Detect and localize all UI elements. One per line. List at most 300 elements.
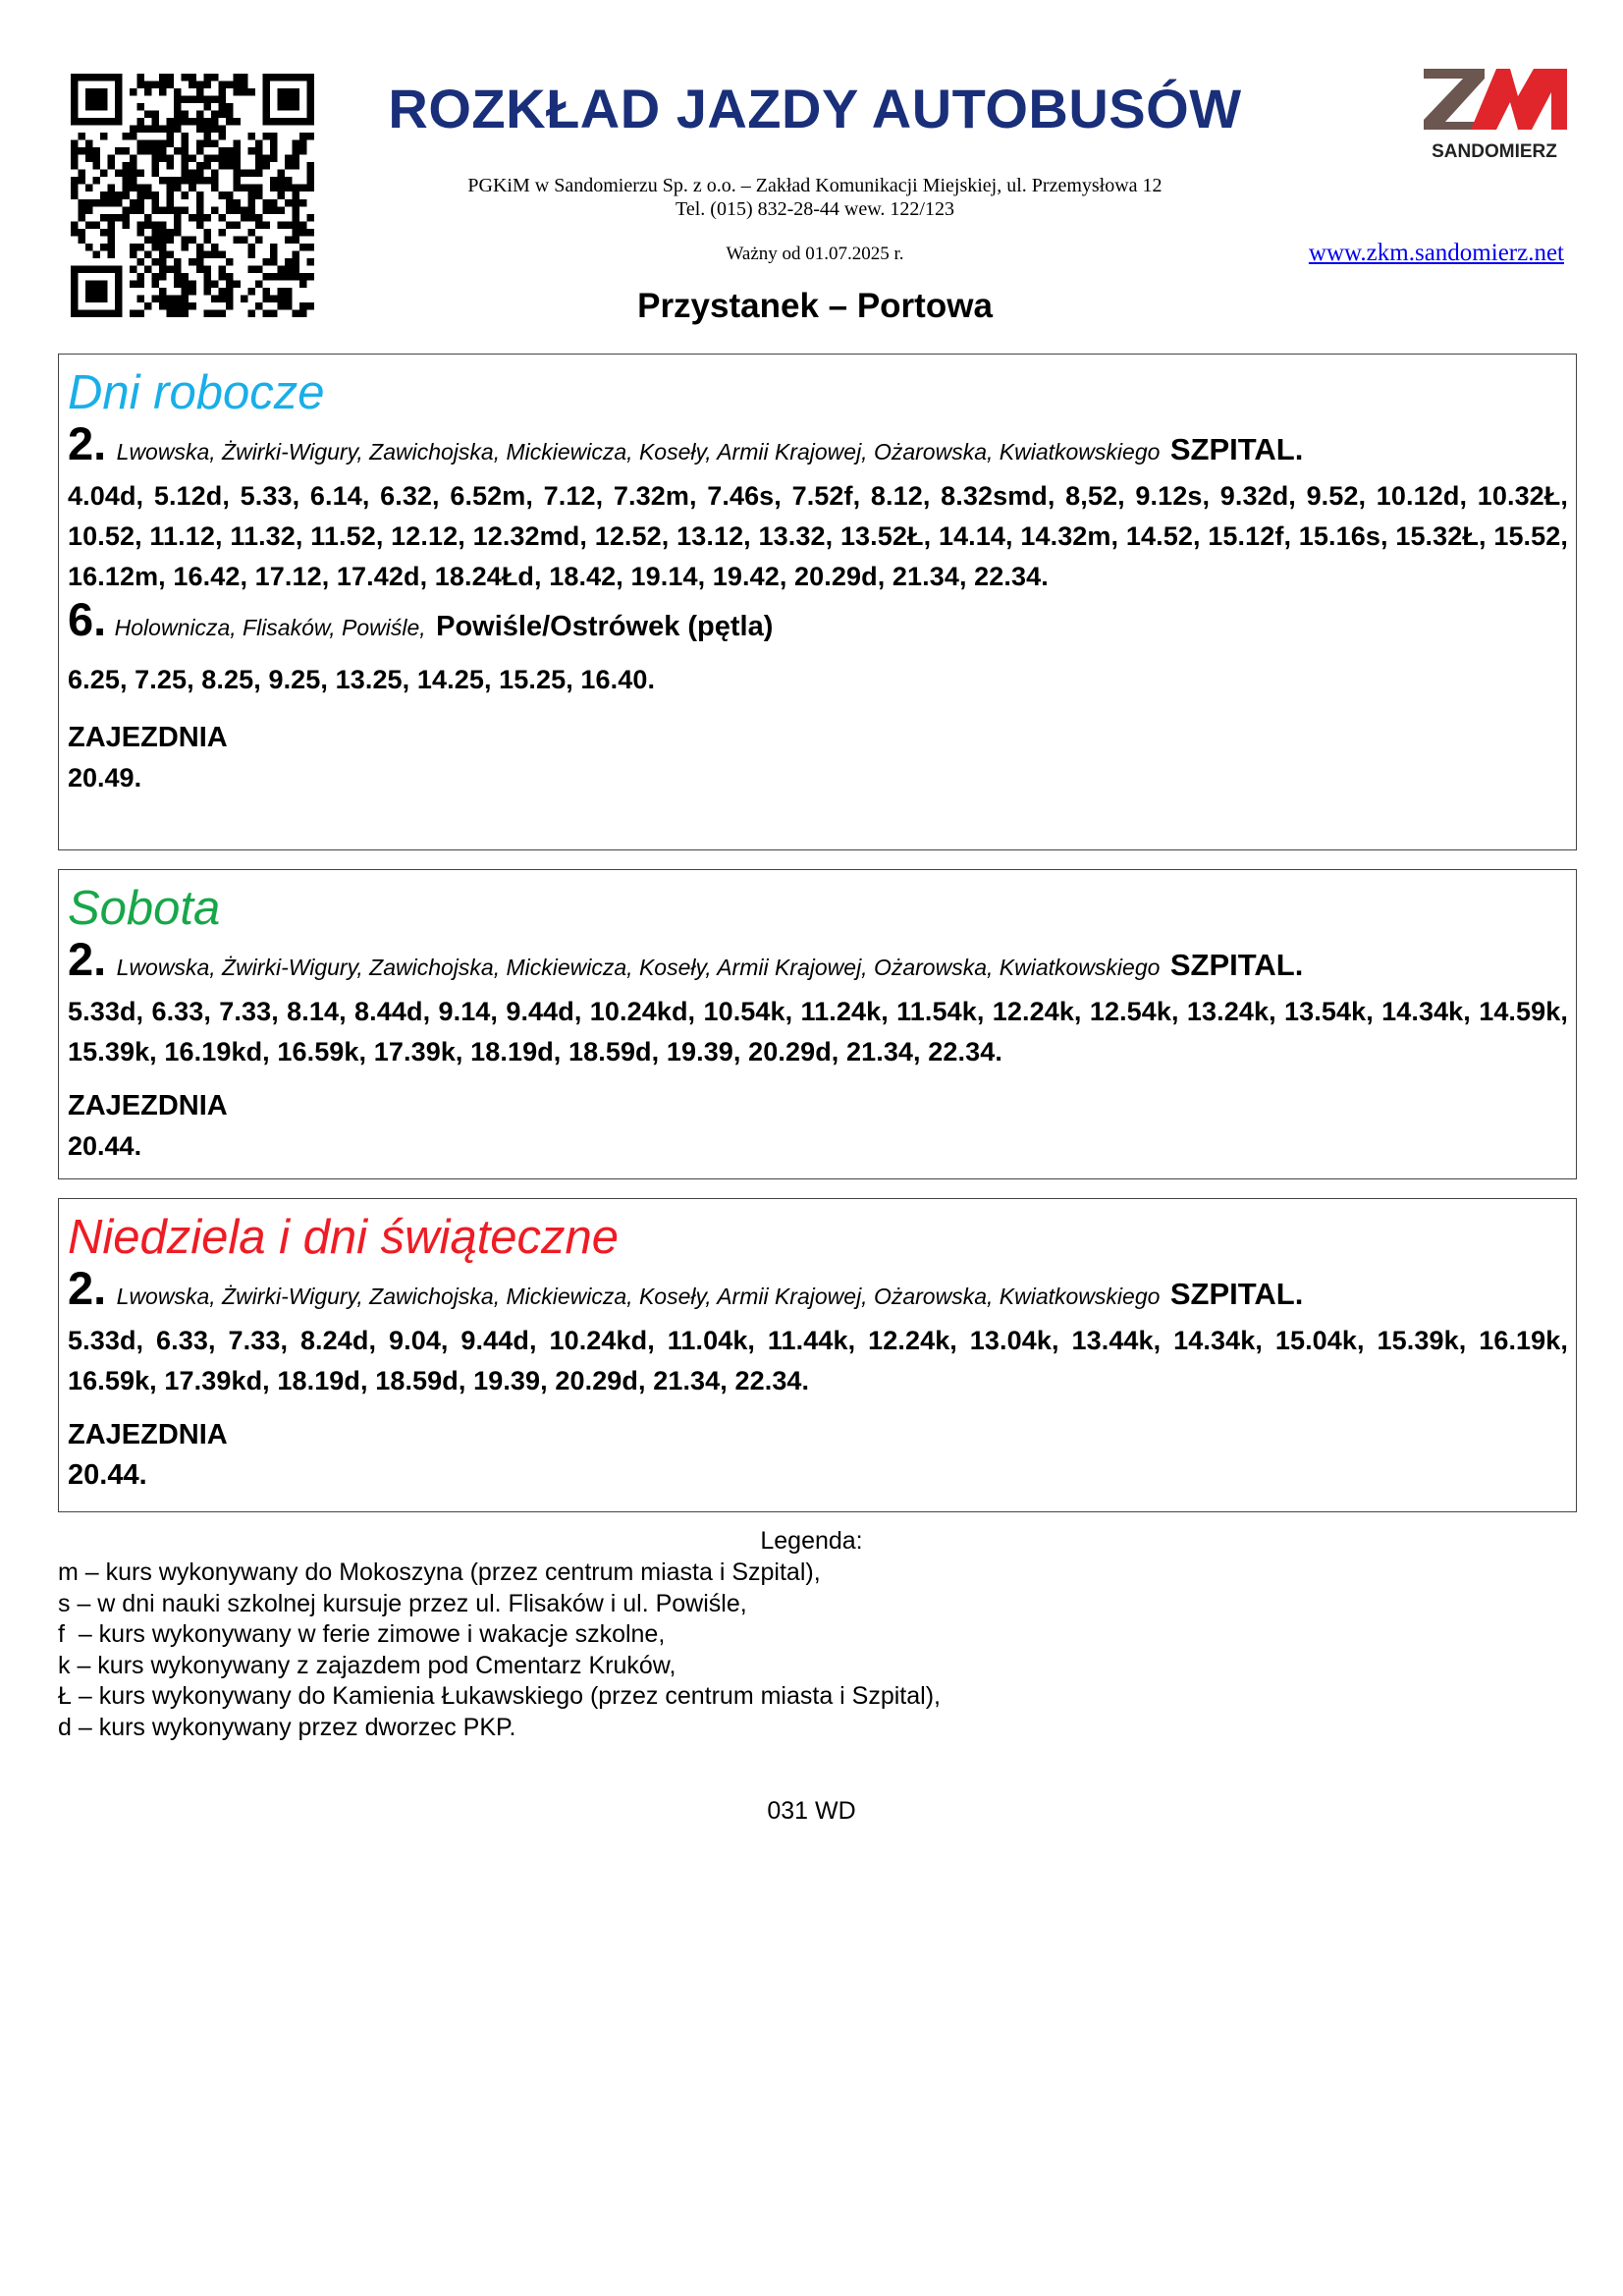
qr-module: [270, 295, 278, 302]
qr-module: [174, 273, 182, 281]
qr-module: [182, 244, 189, 251]
qr-module: [137, 103, 145, 111]
qr-module: [115, 191, 123, 199]
legend-item: s – w dni nauki szkolnej kursuje przez ul. Flisaków i ul. Powiśle,: [58, 1589, 747, 1617]
qr-module: [167, 185, 175, 192]
qr-module: [255, 221, 263, 229]
qr-module: [108, 221, 116, 229]
qr-module: [196, 206, 204, 214]
qr-module: [167, 250, 175, 258]
line-number: 2.: [68, 1262, 107, 1314]
qr-module: [137, 199, 145, 207]
qr-module: [93, 162, 101, 170]
qr-module: [85, 221, 93, 229]
qr-module: [247, 288, 255, 296]
qr-module: [211, 177, 219, 185]
line-number: 6.: [68, 593, 107, 645]
qr-module: [85, 280, 108, 302]
qr-module: [189, 302, 196, 310]
qr-module: [159, 236, 167, 244]
qr-module: [167, 74, 175, 82]
depot-label: ZAJEZDNIA: [68, 1090, 228, 1121]
line-route: Lwowska, Żwirki-Wigury, Zawichojska, Mickiewicza, Koseły, Armii Krajowej, Ożarowska, Kwiatkowskiego: [116, 439, 1161, 465]
qr-module: [211, 111, 219, 119]
qr-module: [130, 244, 137, 251]
qr-module: [226, 191, 234, 199]
qr-module: [137, 185, 145, 192]
qr-module: [292, 185, 299, 192]
qr-module: [137, 258, 145, 266]
qr-module: [218, 229, 226, 237]
qr-module: [285, 273, 293, 281]
qr-module: [137, 82, 145, 89]
qr-module: [211, 309, 219, 317]
qr-module: [306, 244, 314, 251]
qr-module: [79, 133, 86, 140]
qr-module: [255, 147, 263, 155]
qr-module: [292, 214, 299, 222]
qr-module: [233, 118, 241, 126]
qr-module: [277, 177, 285, 185]
qr-module: [108, 236, 116, 244]
qr-module: [241, 88, 248, 96]
qr-module: [130, 88, 137, 96]
qr-module: [299, 280, 307, 288]
qr-module: [137, 140, 145, 148]
qr-module: [174, 88, 182, 96]
qr-module: [277, 273, 285, 281]
qr-module: [196, 88, 204, 96]
qr-module: [196, 111, 204, 119]
qr-module: [247, 191, 255, 199]
qr-module: [306, 273, 314, 281]
qr-module: [71, 140, 79, 148]
qr-module: [306, 258, 314, 266]
qr-module: [144, 82, 152, 89]
qr-module: [137, 309, 145, 317]
qr-module: [137, 74, 145, 82]
qr-module: [218, 214, 226, 222]
qr-module: [196, 96, 204, 104]
qr-module: [167, 265, 175, 273]
qr-module: [285, 295, 293, 302]
qr-module: [285, 185, 293, 192]
qr-module: [196, 126, 204, 134]
qr-module: [182, 155, 189, 163]
qr-module: [100, 244, 108, 251]
qr-module: [152, 82, 160, 89]
qr-module: [100, 133, 108, 140]
qr-module: [226, 258, 234, 266]
qr-module: [292, 258, 299, 266]
qr-module: [299, 140, 307, 148]
qr-module: [130, 177, 137, 185]
qr-module: [218, 96, 226, 104]
qr-module: [144, 88, 152, 96]
qr-module: [196, 162, 204, 170]
qr-module: [285, 221, 293, 229]
qr-module: [233, 170, 241, 178]
qr-module: [137, 244, 145, 251]
qr-module: [255, 162, 263, 170]
qr-module: [189, 185, 196, 192]
legend-item: k – kurs wykonywany z zajazdem pod Cmentarz Kruków,: [58, 1651, 676, 1679]
qr-module: [182, 288, 189, 296]
qr-module: [203, 250, 211, 258]
qr-module: [203, 288, 211, 296]
qr-module: [152, 236, 160, 244]
qr-module: [203, 118, 211, 126]
qr-module: [306, 302, 314, 310]
qr-module: [159, 82, 167, 89]
qr-module: [226, 295, 234, 302]
qr-module: [144, 302, 152, 310]
qr-module: [79, 236, 86, 244]
qr-module: [247, 170, 255, 178]
valid-from: Ważny od 01.07.2025 r.: [726, 244, 904, 264]
qr-module: [262, 199, 270, 207]
qr-module: [247, 206, 255, 214]
qr-module: [262, 206, 270, 214]
qr-module: [277, 265, 285, 273]
qr-module: [233, 88, 241, 96]
qr-module: [226, 162, 234, 170]
qr-module: [159, 221, 167, 229]
qr-module: [71, 155, 79, 163]
qr-module: [182, 162, 189, 170]
qr-module: [203, 162, 211, 170]
qr-module: [137, 295, 145, 302]
qr-module: [203, 74, 211, 82]
qr-module: [196, 82, 204, 89]
qr-module: [189, 288, 196, 296]
qr-module: [255, 185, 263, 192]
qr-module: [226, 206, 234, 214]
qr-module: [189, 236, 196, 244]
line-destination: SZPITAL.: [1169, 1277, 1304, 1311]
qr-module: [203, 103, 211, 111]
qr-module: [299, 185, 307, 192]
qr-module: [108, 155, 116, 163]
qr-module: [306, 185, 314, 192]
qr-module: [241, 74, 248, 82]
qr-module: [174, 96, 182, 104]
qr-module: [115, 214, 123, 222]
qr-module: [79, 177, 86, 185]
qr-module: [218, 155, 226, 163]
qr-module: [218, 126, 226, 134]
qr-module: [123, 206, 131, 214]
qr-module: [123, 170, 131, 178]
qr-module: [226, 302, 234, 310]
qr-module: [108, 162, 116, 170]
qr-module: [152, 295, 160, 302]
qr-module: [152, 273, 160, 281]
qr-module: [174, 280, 182, 288]
qr-module: [285, 302, 293, 310]
qr-module: [130, 170, 137, 178]
qr-module: [167, 206, 175, 214]
qr-module: [292, 229, 299, 237]
qr-module: [241, 214, 248, 222]
qr-module: [218, 295, 226, 302]
qr-module: [130, 199, 137, 207]
qr-module: [203, 265, 211, 273]
qr-module: [247, 185, 255, 192]
qr-module: [167, 155, 175, 163]
qr-module: [174, 302, 182, 310]
qr-module: [159, 155, 167, 163]
qr-module: [85, 206, 93, 214]
qr-module: [211, 74, 219, 82]
qr-module: [167, 140, 175, 148]
qr-module: [130, 185, 137, 192]
qr-module: [137, 273, 145, 281]
qr-module: [167, 118, 175, 126]
qr-module: [226, 111, 234, 119]
qr-module: [71, 221, 79, 229]
qr-module: [285, 258, 293, 266]
qr-module: [247, 250, 255, 258]
qr-module: [189, 214, 196, 222]
qr-module: [174, 214, 182, 222]
qr-module: [196, 258, 204, 266]
qr-module: [226, 221, 234, 229]
qr-module: [270, 244, 278, 251]
qr-module: [226, 147, 234, 155]
qr-module: [262, 258, 270, 266]
qr-module: [262, 295, 270, 302]
qr-module: [203, 82, 211, 89]
qr-module: [174, 229, 182, 237]
qr-module: [247, 133, 255, 140]
qr-module: [182, 295, 189, 302]
qr-module: [159, 273, 167, 281]
qr-module: [203, 140, 211, 148]
qr-module: [130, 133, 137, 140]
qr-module: [152, 170, 160, 178]
qr-module: [130, 280, 137, 288]
qr-module: [292, 309, 299, 317]
qr-module: [115, 170, 123, 178]
qr-module: [144, 214, 152, 222]
qr-module: [137, 280, 145, 288]
depot-label: ZAJEZDNIA: [68, 1419, 228, 1450]
qr-module: [167, 82, 175, 89]
qr-module: [233, 185, 241, 192]
qr-module: [152, 147, 160, 155]
line-header: [68, 1262, 1568, 1321]
qr-module: [159, 126, 167, 134]
qr-module: [93, 147, 101, 155]
qr-module: [270, 250, 278, 258]
qr-module: [247, 214, 255, 222]
qr-module: [159, 147, 167, 155]
qr-module: [306, 214, 314, 222]
qr-module: [144, 236, 152, 244]
qr-module: [226, 288, 234, 296]
qr-module: [226, 155, 234, 163]
qr-module: [182, 96, 189, 104]
qr-module: [203, 280, 211, 288]
qr-module: [189, 82, 196, 89]
qr-module: [270, 140, 278, 148]
qr-module: [218, 273, 226, 281]
depot-times: 20.44.: [68, 1131, 142, 1161]
qr-module: [123, 185, 131, 192]
qr-module: [167, 229, 175, 237]
qr-module: [196, 221, 204, 229]
qr-module: [233, 206, 241, 214]
legend-item: f – kurs wykonywany w ferie zimowe i wakacje szkolne,: [58, 1620, 666, 1648]
qr-module: [108, 250, 116, 258]
qr-module: [277, 288, 285, 296]
qr-module: [85, 140, 93, 148]
qr-module: [79, 229, 86, 237]
qr-module: [152, 118, 160, 126]
qr-module: [71, 191, 79, 199]
qr-module: [255, 280, 263, 288]
qr-module: [299, 221, 307, 229]
qr-module: [93, 155, 101, 163]
line-header: [68, 933, 1568, 992]
qr-module: [85, 199, 93, 207]
qr-module: [218, 88, 226, 96]
qr-module: [211, 118, 219, 126]
qr-module: [292, 206, 299, 214]
qr-module: [123, 191, 131, 199]
qr-module: [189, 280, 196, 288]
qr-module: [182, 177, 189, 185]
qr-module: [218, 309, 226, 317]
qr-module: [285, 199, 293, 207]
qr-module: [144, 250, 152, 258]
line-route: Holownicza, Flisaków, Powiśle,: [114, 615, 426, 640]
qr-module: [144, 265, 152, 273]
qr-module: [100, 229, 108, 237]
qr-module: [108, 199, 116, 207]
legend-item: m – kurs wykonywany do Mokoszyna (przez centrum miasta i Szpital),: [58, 1558, 821, 1586]
qr-module: [292, 265, 299, 273]
qr-module: [174, 258, 182, 266]
qr-module: [233, 155, 241, 163]
qr-module: [218, 265, 226, 273]
qr-module: [93, 199, 101, 207]
qr-module: [152, 206, 160, 214]
qr-module: [85, 88, 108, 111]
qr-module: [203, 177, 211, 185]
qr-module: [130, 155, 137, 163]
qr-module: [277, 191, 285, 199]
qr-module: [182, 118, 189, 126]
saturday-section: [58, 869, 1577, 1179]
qr-module: [241, 82, 248, 89]
qr-module: [218, 147, 226, 155]
qr-module: [247, 265, 255, 273]
qr-module: [182, 273, 189, 281]
qr-module: [159, 88, 167, 96]
qr-module: [79, 206, 86, 214]
qr-module: [108, 191, 116, 199]
qr-module: [79, 170, 86, 178]
qr-module: [71, 177, 79, 185]
qr-module: [211, 140, 219, 148]
qr-module: [130, 126, 137, 134]
qr-module: [292, 147, 299, 155]
qr-module: [233, 162, 241, 170]
qr-module: [218, 250, 226, 258]
qr-module: [196, 244, 204, 251]
qr-module: [241, 170, 248, 178]
qr-module: [108, 244, 116, 251]
qr-module: [123, 177, 131, 185]
qr-module: [270, 258, 278, 266]
qr-module: [196, 265, 204, 273]
qr-module: [174, 309, 182, 317]
legend-item: d – kurs wykonywany przez dworzec PKP.: [58, 1713, 516, 1741]
qr-module: [130, 265, 137, 273]
qr-module: [270, 309, 278, 317]
qr-module: [299, 229, 307, 237]
qr-module: [292, 191, 299, 199]
qr-module: [182, 140, 189, 148]
qr-module: [196, 199, 204, 207]
qr-module: [211, 280, 219, 288]
sunday-holiday-section: [58, 1198, 1577, 1512]
qr-module: [218, 133, 226, 140]
qr-code: [71, 74, 314, 317]
qr-module: [152, 280, 160, 288]
qr-module: [226, 103, 234, 111]
website-link[interactable]: www.zkm.sandomierz.net: [1308, 240, 1564, 266]
qr-module: [299, 302, 307, 310]
qr-module: [292, 273, 299, 281]
qr-module: [144, 221, 152, 229]
qr-module: [262, 288, 270, 296]
qr-module: [196, 170, 204, 178]
line-route: Lwowska, Żwirki-Wigury, Zawichojska, Mickiewicza, Koseły, Armii Krajowej, Ożarowska, Kwiatkowskiego: [116, 955, 1161, 980]
section-day-title: Dni robocze: [68, 366, 325, 419]
legend-title: Legenda:: [760, 1527, 863, 1555]
qr-module: [71, 162, 79, 170]
qr-module: [93, 221, 101, 229]
qr-module: [123, 214, 131, 222]
qr-module: [79, 199, 86, 207]
qr-module: [262, 162, 270, 170]
qr-module: [241, 295, 248, 302]
qr-module: [306, 170, 314, 178]
qr-module: [226, 82, 234, 89]
qr-module: [299, 244, 307, 251]
qr-module: [85, 155, 93, 163]
weekday-section: [58, 354, 1577, 850]
qr-module: [285, 155, 293, 163]
qr-module: [174, 265, 182, 273]
qr-module: [189, 96, 196, 104]
qr-module: [167, 295, 175, 302]
qr-module: [152, 126, 160, 134]
qr-module: [152, 162, 160, 170]
qr-module: [285, 265, 293, 273]
qr-module: [159, 302, 167, 310]
qr-module: [270, 185, 278, 192]
qr-module: [79, 214, 86, 222]
qr-module: [218, 103, 226, 111]
qr-module: [189, 118, 196, 126]
qr-module: [152, 140, 160, 148]
qr-module: [233, 140, 241, 148]
qr-module: [130, 309, 137, 317]
